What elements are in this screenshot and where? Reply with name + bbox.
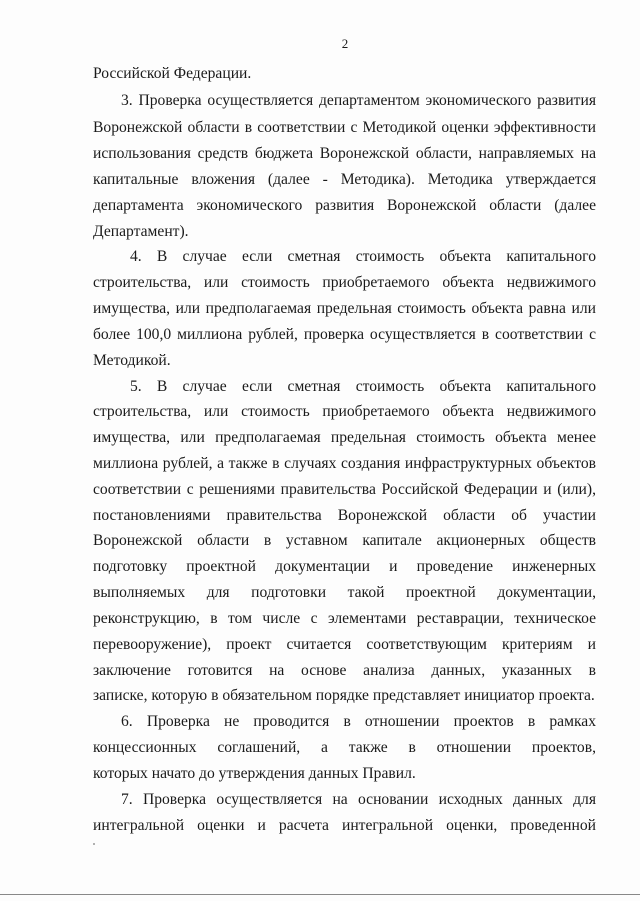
text-line: интегральной оценки и расчета интегральной оценки, проведенной [93,817,596,834]
bottom-edge-line [0,894,640,895]
text-line: более 100,0 миллиона рублей, проверка осуществляется в соответствии с [93,326,596,343]
text-line: капитальные вложения (далее - Методика). Методика утверждается [93,171,596,188]
text-line: имущества, или предполагаемая предельная стоимость объекта менее [93,429,596,446]
text-line: строительства, или стоимость приобретаемого объекта недвижимого [93,403,596,420]
text-line: концессионных соглашений, а также в отношении проектов, [93,739,596,756]
text-line: департамента экономического развития Воронежской области (далее [93,197,596,214]
text-line: заключение готовится на основе анализа данных, указанных в [93,662,596,679]
text-line: 7. Проверка осуществляется на основании исходных данных для [121,791,596,808]
text-line: выполняемых для подготовки такой проектной документации, [93,584,596,601]
text-line: Воронежской области в уставном капитале акционерных обществ [93,532,596,549]
text-line: Методикой. [93,352,171,369]
text-line: миллиона рублей, а также в случаях создания инфраструктурных объектов [93,455,596,472]
scan-speck [93,843,95,845]
text-line: соответствии с решениями правительства Российской Федерации и (или), [93,481,596,498]
text-line: Департамент). [93,223,189,240]
text-line: 4. В случае если сметная стоимость объекта капитального [130,248,596,265]
text-line: Воронежской области в соответствии с Методикой оценки эффективности [93,119,596,136]
text-line: которых начато до утверждения данных Правил. [93,765,416,782]
text-line: имущества, или предполагаемая предельная стоимость объекта равна или [93,300,596,317]
text-line: 6. Проверка не проводится в отношении проектов в рамках [121,713,596,730]
page-number: 2 [341,36,349,51]
text-line: записке, которую в обязательном порядке представляет инициатор проекта. [93,687,595,704]
text-line: перевооружение), проект считается соответствующим критериям и [93,636,596,653]
text-line: Российской Федерации. [93,65,252,82]
text-line: постановлениями правительства Воронежской области об участии [93,507,596,524]
text-line: использования средств бюджета Воронежской области, направляемых на [93,145,596,162]
text-line: подготовку проектной документации и проведение инженерных [93,558,596,575]
text-line: строительства, или стоимость приобретаемого объекта недвижимого [93,274,596,291]
text-line: реконструкцию, в том числе с элементами реставрации, техническое [93,610,596,627]
text-line: 3. Проверка осуществляется департаментом экономического развития [121,92,596,109]
text-line: 5. В случае если сметная стоимость объекта капитального [130,378,596,395]
